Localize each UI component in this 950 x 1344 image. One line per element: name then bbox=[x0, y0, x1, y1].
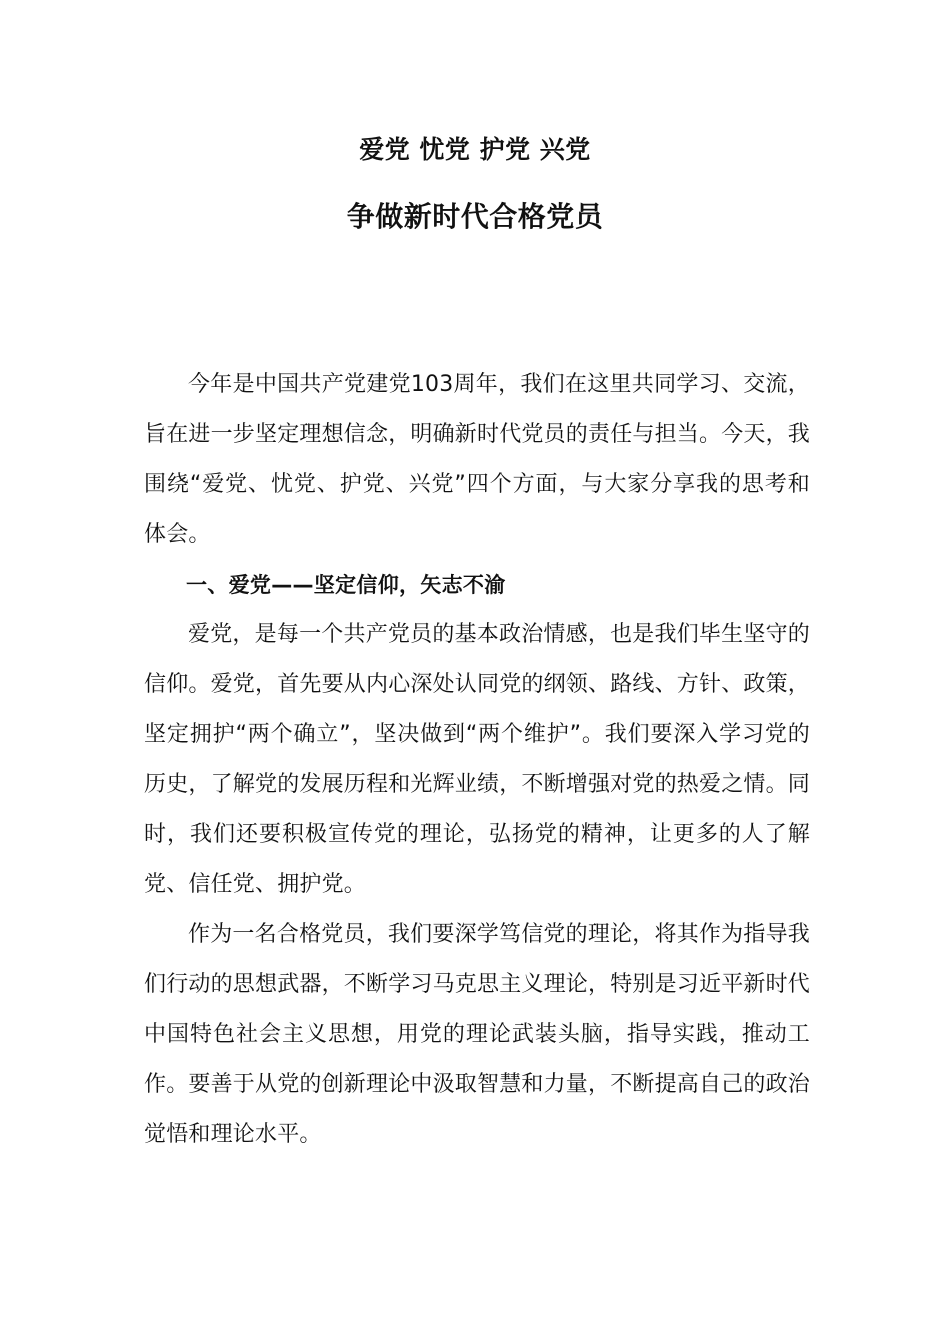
paragraph-qualified-member: 作为一名合格党员，我们要深学笃信党的理论，将其作为指导我们行动的思想武器，不断学习马克思主义理论，特别是习近平新时代中国特色社会主义思想，用党的理论武装头脑，指导实践，推动工作。要善于从党的创新理论中汲取智慧和力量，不断提高自己的政治觉悟和理论水平。 bbox=[144, 922, 811, 1147]
document-body bbox=[144, 360, 810, 1160]
document-title: 爱党 忧党 护党 兴党 bbox=[359, 135, 591, 164]
document-subtitle: 争做新时代合格党员 bbox=[346, 200, 604, 233]
section-heading-1: 一、爱党——坚定信仰，矢志不渝 bbox=[186, 573, 506, 597]
paragraph-intro: 今年是中国共产党建党103周年，我们在这里共同学习、交流，旨在进一步坚定理想信念，明确新时代党员的责任与担当。今天，我围绕“爱党、忧党、护党、兴党”四个方面，与大家分享我的思考和体会。 bbox=[144, 372, 811, 547]
paragraph-love-party: 爱党，是每一个共产党员的基本政治情感，也是我们毕生坚守的信仰。爱党，首先要从内心深处认同党的纲领、路线、方针、政策，坚定拥护“两个确立”，坚决做到“两个维护”。我们要深入学习党的历史，了解党的发展历程和光辉业绩，不断增强对党的热爱之情。同时，我们还要积极宣传党的理论，弘扬党的精神，让更多的人了解党、信任党、拥护党。 bbox=[144, 622, 811, 897]
